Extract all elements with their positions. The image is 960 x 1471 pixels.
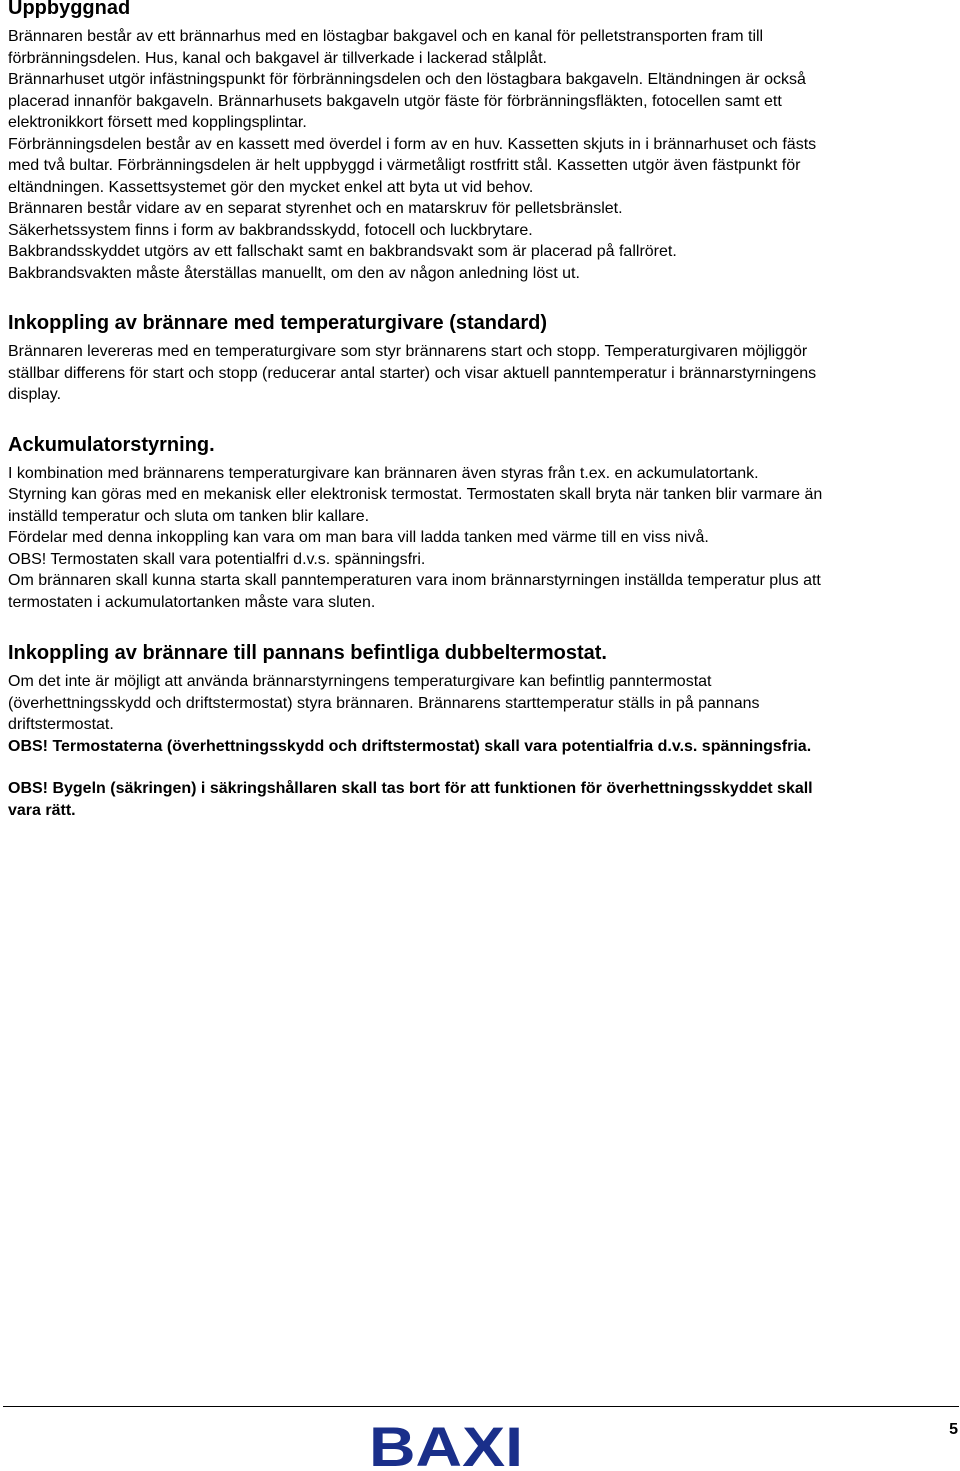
text-line: Brännaren består av ett brännarhus med en löstagbar bakgavel och en kanal för pelletstransporten fram till xyxy=(8,28,764,45)
text-line: display. xyxy=(8,386,62,403)
paragraph-dubbeltermostat xyxy=(8,671,954,757)
document-body xyxy=(8,0,954,821)
warning-line: OBS! Bygeln (säkringen) i säkringshållaren skall tas bort för att funktionen för överhettningsskyddet skall xyxy=(8,780,813,797)
text-line: eltändningen. Kassettsystemet gör den mycket enkel att byta ut vid behov. xyxy=(8,178,534,196)
text-line: inställd temperatur och sluta om tanken blir kallare. xyxy=(8,507,370,525)
paragraph-uppbyggnad xyxy=(8,26,954,284)
warning-line: vara rätt. xyxy=(8,801,76,819)
text-line: Brännaren består vidare av en separat styrenhet och en matarskruv för pelletsbränslet. xyxy=(8,200,623,217)
spacer xyxy=(8,757,954,778)
text-line: OBS! Termostaten skall vara potentialfri d.v.s. spänningsfri. xyxy=(8,550,426,568)
text-line: ställbar differens för start och stopp (reducerar antal starter) och visar aktuell panntemperatur i brännarstyrningens xyxy=(8,364,817,382)
text-line: Bakbrandsskyddet utgörs av ett fallschakt samt en bakbrandsvakt som är placerad på fallröret. xyxy=(8,243,677,260)
text-line: driftstermostat. xyxy=(8,716,114,733)
page-number: 5 xyxy=(949,1421,958,1438)
text-line: Säkerhetssystem finns i form av bakbrandsskydd, fotocell och luckbrytare. xyxy=(8,221,533,239)
text-line: Fördelar med denna inkoppling kan vara om man bara vill ladda tanken med värme till en viss nivå. xyxy=(8,529,709,546)
text-line: förbränningsdelen. Hus, kanal och bakgavel är tillverkade i lackerad stålplåt. xyxy=(8,49,547,67)
text-line: med två bultar. Förbränningsdelen är helt uppbyggd i värmetåligt rostfritt stål. Kassetten utgör även fästpunkt för xyxy=(8,157,801,174)
text-line: I kombination med brännarens temperaturgivare kan brännaren även styras från t.ex. en ackumulatortank. xyxy=(8,464,759,482)
spacer xyxy=(8,613,954,639)
warning-line: OBS! Termostaterna (överhettningsskydd och driftstermostat) skall vara potentialfria d.v.s. spänningsfria. xyxy=(8,737,812,755)
spacer xyxy=(8,284,954,309)
heading-temperaturgivare: Inkoppling av brännare med temperaturgivare (standard) xyxy=(8,312,548,334)
text-line: elektronikkort försett med kopplingsplintar. xyxy=(8,114,307,131)
text-line: termostaten i ackumulatortanken måste vara sluten. xyxy=(8,593,376,611)
text-line: Om brännaren skall kunna starta skall panntemperaturen vara inom brännarstyrningen inställda temperatur plus att xyxy=(8,572,821,589)
paragraph-ackumulatorstyrning xyxy=(8,463,954,614)
text-line: (överhettningsskydd och driftstermostat) styra brännaren. Brännarens starttemperatur ställs in på pannans xyxy=(8,694,760,712)
text-line: Bakbrandsvakten måste återställas manuellt, om den av någon anledning löst ut. xyxy=(8,264,580,282)
text-line: Förbränningsdelen består av en kassett med överdel i form av en huv. Kassetten skjuts in i brännarhuset och fästs xyxy=(8,135,817,153)
text-line: Styrning kan göras med en mekanisk eller elektronisk termostat. Termostaten skall bryta när tanken blir varmare än xyxy=(8,486,823,503)
text-line: Brännarhuset utgör infästningspunkt för förbränningsdelen och den löstagbara bakgaveln. Eltändningen är också xyxy=(8,71,806,88)
heading-ackumulatorstyrning: Ackumulatorstyrning. xyxy=(8,433,215,456)
baxi-logo xyxy=(366,1420,526,1470)
spacer xyxy=(8,406,954,431)
text-line: Om det inte är möjligt att använda brännarstyrningens temperaturgivare kan befintlig panntermostat xyxy=(8,673,712,690)
baxi-logo-text: BAXI xyxy=(369,1420,523,1470)
paragraph-obs-bygeln xyxy=(8,778,954,821)
footer-divider xyxy=(3,1406,959,1407)
heading-dubbeltermostat: Inkoppling av brännare till pannans befintliga dubbeltermostat. xyxy=(8,642,607,664)
text-line: Brännaren levereras med en temperaturgivare som styr brännarens start och stopp. Temperaturgivaren möjliggör xyxy=(8,343,808,360)
heading-uppbyggnad: Uppbyggnad xyxy=(8,0,131,19)
paragraph-temperaturgivare xyxy=(8,341,954,406)
text-line: placerad innanför bakgaveln. Brännarhusets bakgaveln utgör fäste för förbränningsfläkten, fotocellen samt ett xyxy=(8,92,782,110)
